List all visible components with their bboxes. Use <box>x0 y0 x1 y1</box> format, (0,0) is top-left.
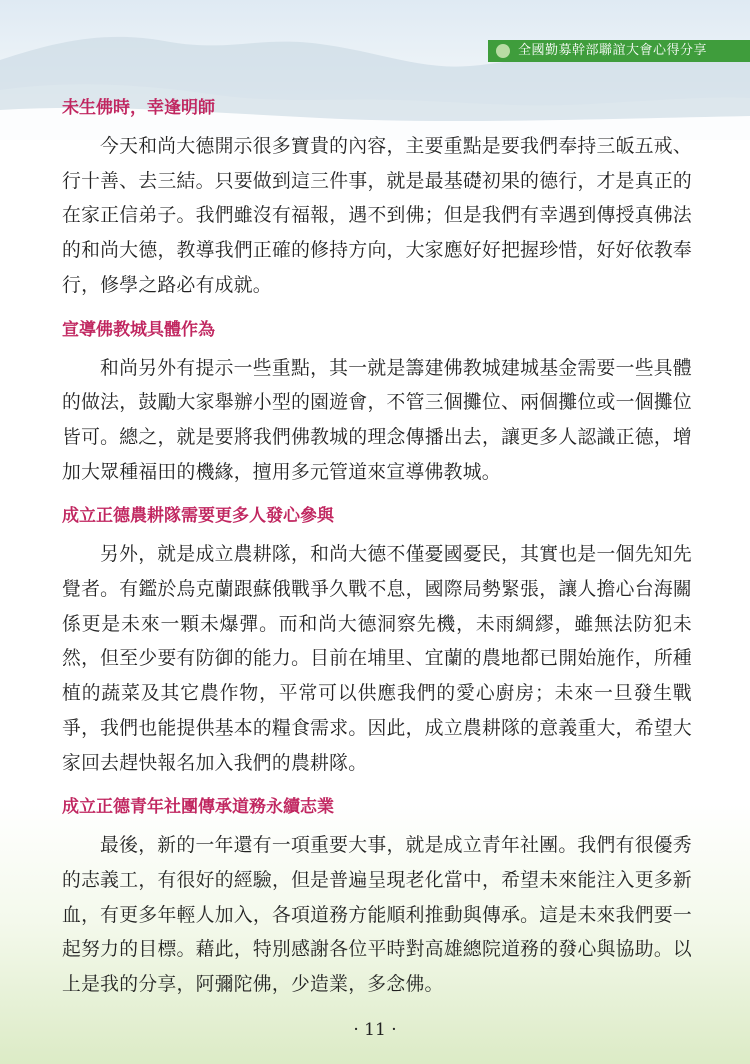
section-paragraph: 另外，就是成立農耕隊，和尚大德不僅憂國憂民，其實也是一個先知先覺者。有鑑於烏克蘭跟蘇俄戰爭久戰不息，國際局勢緊張，讓人擔心台海關係更是未來一顆未爆彈。而和尚大德洞察先機，未雨綢繆，雖無法防犯未然，但至少要有防御的能力。目前在埔里、宜蘭的農地都已開始施作，所種植的蔬菜及其它農作物，平常可以供應我們的愛心廚房；未來一旦發生戰爭，我們也能提供基本的糧食需求。因此，成立農耕隊的意義重大，希望大家回去趕快報名加入我們的農耕隊。 <box>62 544 692 774</box>
section-4 <box>62 795 692 1003</box>
section-heading: 未生佛時，幸逢明師 <box>62 98 215 118</box>
section-3 <box>62 504 692 781</box>
header-title: 全國勤募幹部聯誼大會心得分享 <box>518 43 708 58</box>
section-2 <box>62 318 692 491</box>
section-paragraph: 今天和尚大德開示很多寶貴的內容，主要重點是要我們奉持三皈五戒、行十善、去三結。只要做到這三件事，就是最基礎初果的德行，才是真正的在家正信弟子。我們雖沒有福報，遇不到佛；但是我們有幸遇到傳授真佛法的和尚大德，教導我們正確的修持方向，大家應好好把握珍惜，好好依教奉行，修學之路必有成就。 <box>62 136 692 296</box>
page-number: · 11 · <box>353 1020 397 1040</box>
section-heading: 成立正德農耕隊需要更多人發心參與 <box>62 506 334 527</box>
section-header-banner <box>488 40 750 62</box>
section-heading: 成立正德青年社團傳承道務永續志業 <box>62 797 334 818</box>
article-body <box>62 96 692 1013</box>
section-paragraph: 和尚另外有提示一些重點，其一就是籌建佛教城建城基金需要一些具體的做法，鼓勵大家舉辦小型的園遊會，不管三個攤位、兩個攤位或一個攤位皆可。總之，就是要將我們佛教城的理念傳播出去，讓更多人認識正德，增加大眾種福田的機緣，擅用多元管道來宣導佛教城。 <box>62 357 692 483</box>
section-1 <box>62 96 692 304</box>
section-paragraph: 最後，新的一年還有一項重要大事，就是成立青年社團。我們有很優秀的志義工，有很好的經驗，但是普遍呈現老化當中，希望未來能注入更多新血，有更多年輕人加入，各項道務方能順利推動與傳承。這是未來我們要一起努力的目標。藉此，特別感謝各位平時對高雄總院道務的發心與協助。以上是我的分享，阿彌陀佛，少造業，多念佛。 <box>62 835 692 996</box>
section-heading: 宣導佛教城具體作為 <box>62 319 215 340</box>
